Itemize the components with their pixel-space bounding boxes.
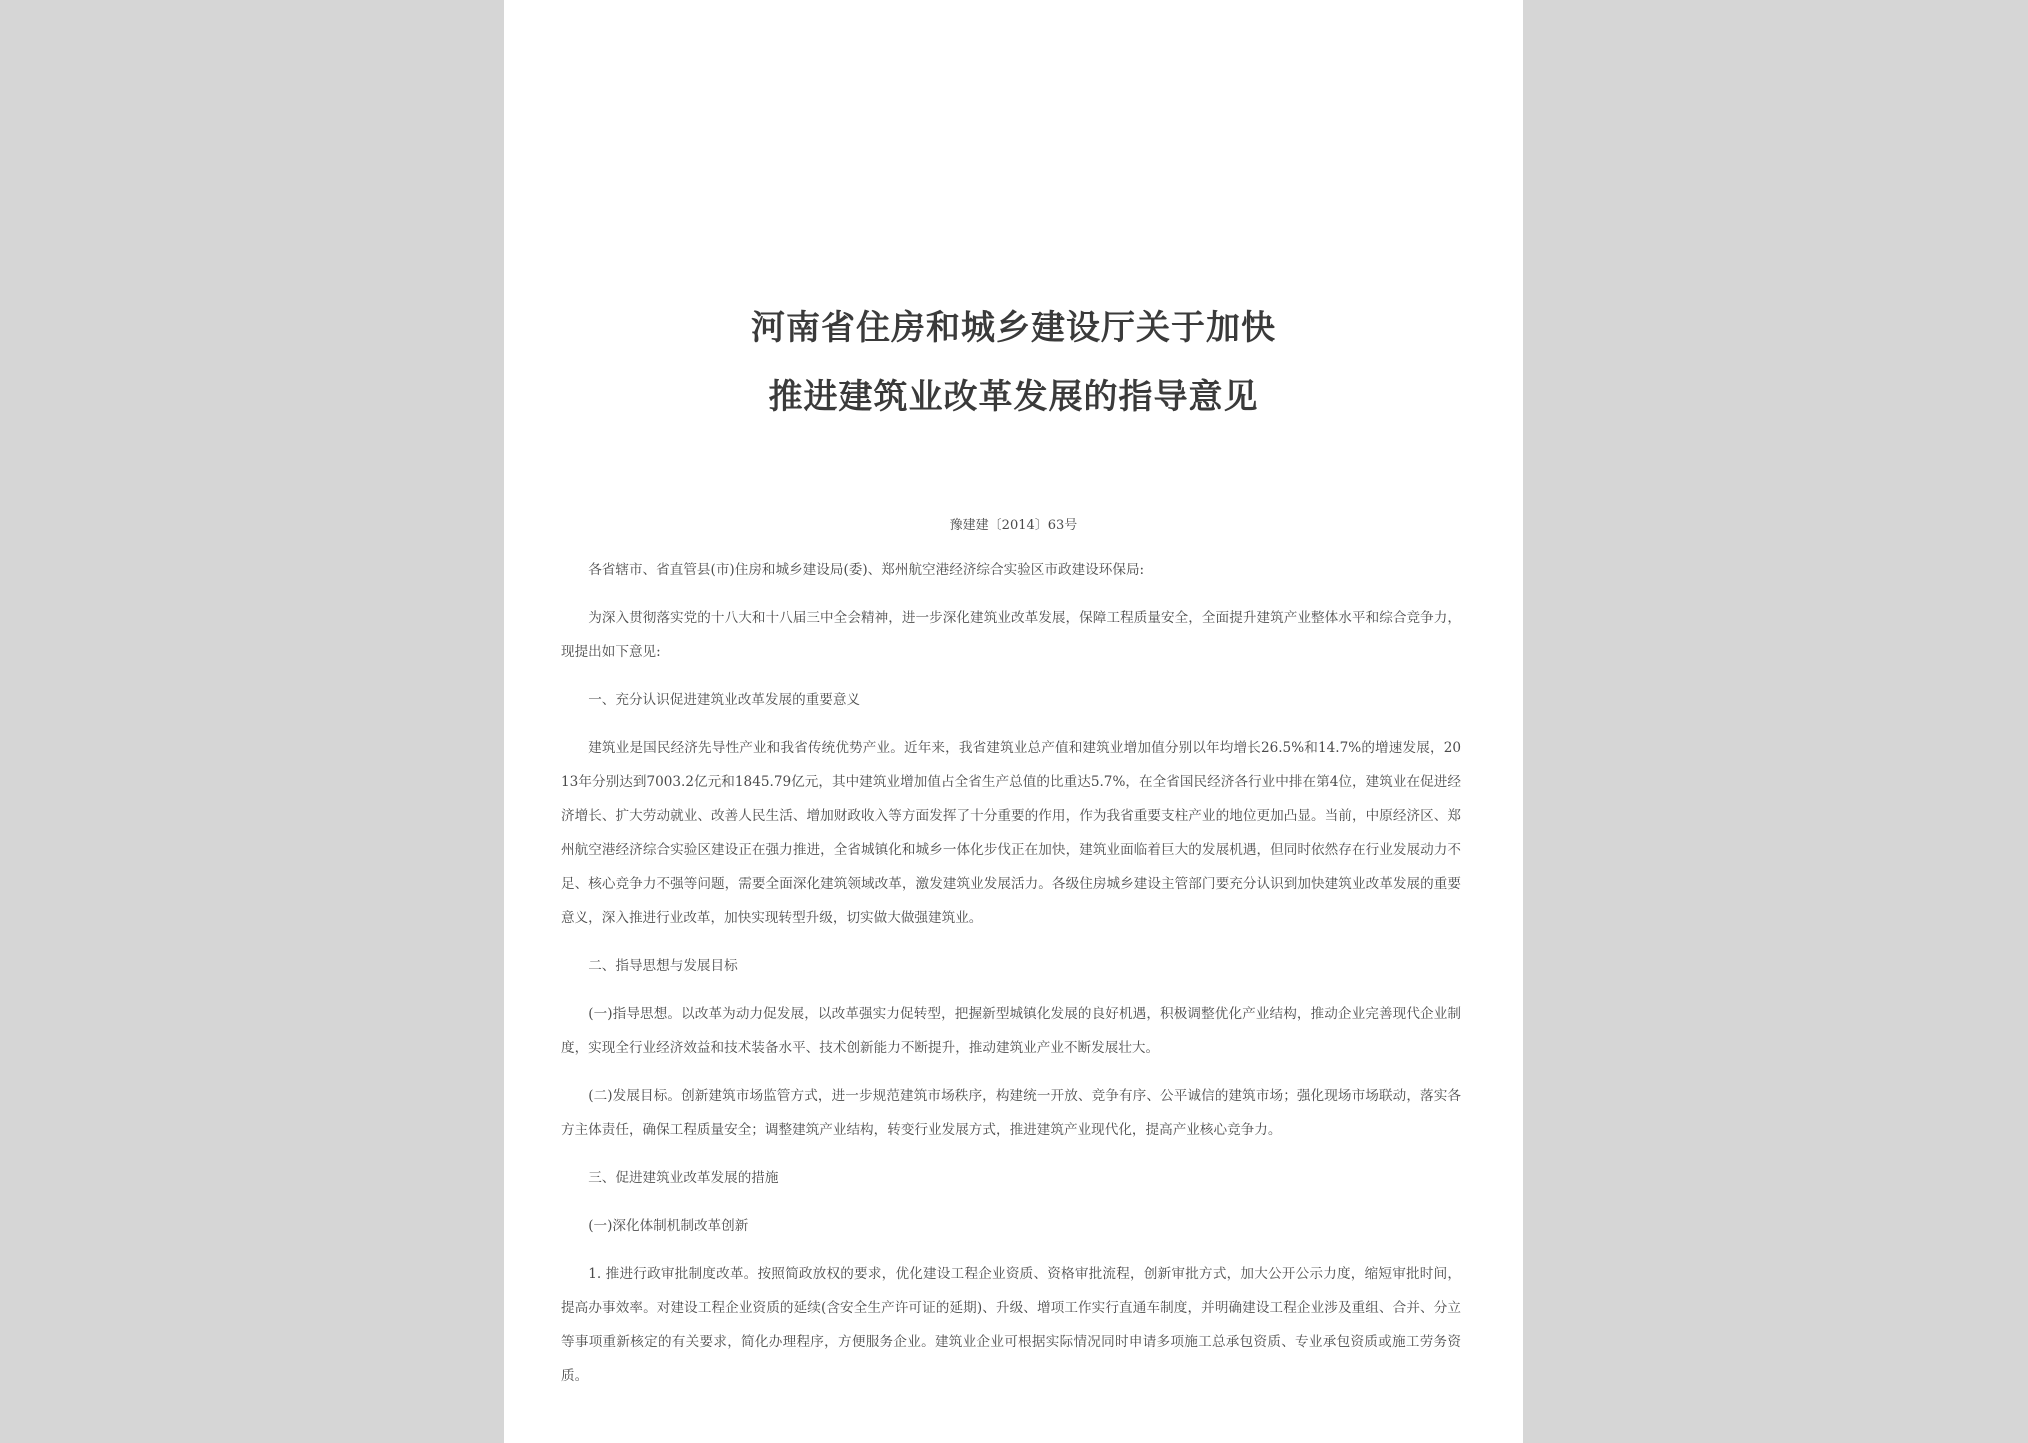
- document-title-line1: 河南省住房和城乡建设厅关于加快: [751, 308, 1276, 348]
- document-page: [504, 0, 1523, 1443]
- section-heading-1: 一、充分认识促进建筑业改革发展的重要意义: [588, 692, 861, 708]
- paragraph-intro: 为深入贯彻落实党的十八大和十八届三中全会精神，进一步深化建筑业改革发展，保障工程质量安全，全面提升建筑产业整体水平和综合竞争力，现提出如下意见:: [561, 610, 1461, 660]
- paragraph-item-1: 1. 推进行政审批制度改革。按照简政放权的要求，优化建设工程企业资质、资格审批流程，创新审批方式，加大公开公示力度，缩短审批时间，提高办事效率。对建设工程企业资质的延续(含安全生产许可证的延期)、升级、增项工作实行直通车制度，并明确建设工程企业涉及重组、合并、分立等事项重新核定的有关要求，简化办理程序，方便服务企业。建筑业企业可根据实际情况同时申请多项施工总承包资质、专业承包资质或施工劳务资质。: [561, 1266, 1461, 1384]
- section-heading-3: 三、促进建筑业改革发展的措施: [588, 1170, 779, 1186]
- paragraph-development-goals: (二)发展目标。创新建筑市场监管方式，进一步规范建筑市场秩序，构建统一开放、竞争有序、公平诚信的建筑市场；强化现场市场联动，落实各方主体责任，确保工程质量安全；调整建筑产业结构，转变行业发展方式，推进建筑产业现代化，提高产业核心竞争力。: [561, 1088, 1461, 1138]
- document-body: [561, 553, 1461, 1393]
- paragraph-guiding-ideology: (一)指导思想。以改革为动力促发展，以改革强实力促转型，把握新型城镇化发展的良好机遇，积极调整优化产业结构，推动企业完善现代企业制度，实现全行业经济效益和技术装备水平、技术创新能力不断提升，推动建筑业产业不断发展壮大。: [561, 1006, 1461, 1056]
- addressee: 各省辖市、省直管县(市)住房和城乡建设局(委)、郑州航空港经济综合实验区市政建设环保局:: [588, 562, 1145, 578]
- paragraph-significance: 建筑业是国民经济先导性产业和我省传统优势产业。近年来，我省建筑业总产值和建筑业增加值分别以年均增长26.5%和14.7%的增速发展，2013年分别达到7003.2亿元和1845.79亿元，其中建筑业增加值占全省生产总值的比重达5.7%，在全省国民经济各行业中排在第4位，建筑业在促进经济增长、扩大劳动就业、改善人民生活、增加财政收入等方面发挥了十分重要的作用，作为我省重要支柱产业的地位更加凸显。当前，中原经济区、郑州航空港经济综合实验区建设正在强力推进，全省城镇化和城乡一体化步伐正在加快，建筑业面临着巨大的发展机遇，但同时依然存在行业发展动力不足、核心竞争力不强等问题，需要全面深化建筑领域改革，激发建筑业发展活力。各级住房城乡建设主管部门要充分认识到加快建筑业改革发展的重要意义，深入推进行业改革，加快实现转型升级，切实做大做强建筑业。: [561, 740, 1461, 926]
- section-heading-2: 二、指导思想与发展目标: [588, 958, 738, 974]
- subsection-heading-1: (一)深化体制机制改革创新: [588, 1218, 749, 1234]
- document-number: 豫建建〔2014〕63号: [949, 518, 1078, 533]
- document-title-line2: 推进建筑业改革发展的指导意见: [768, 377, 1259, 417]
